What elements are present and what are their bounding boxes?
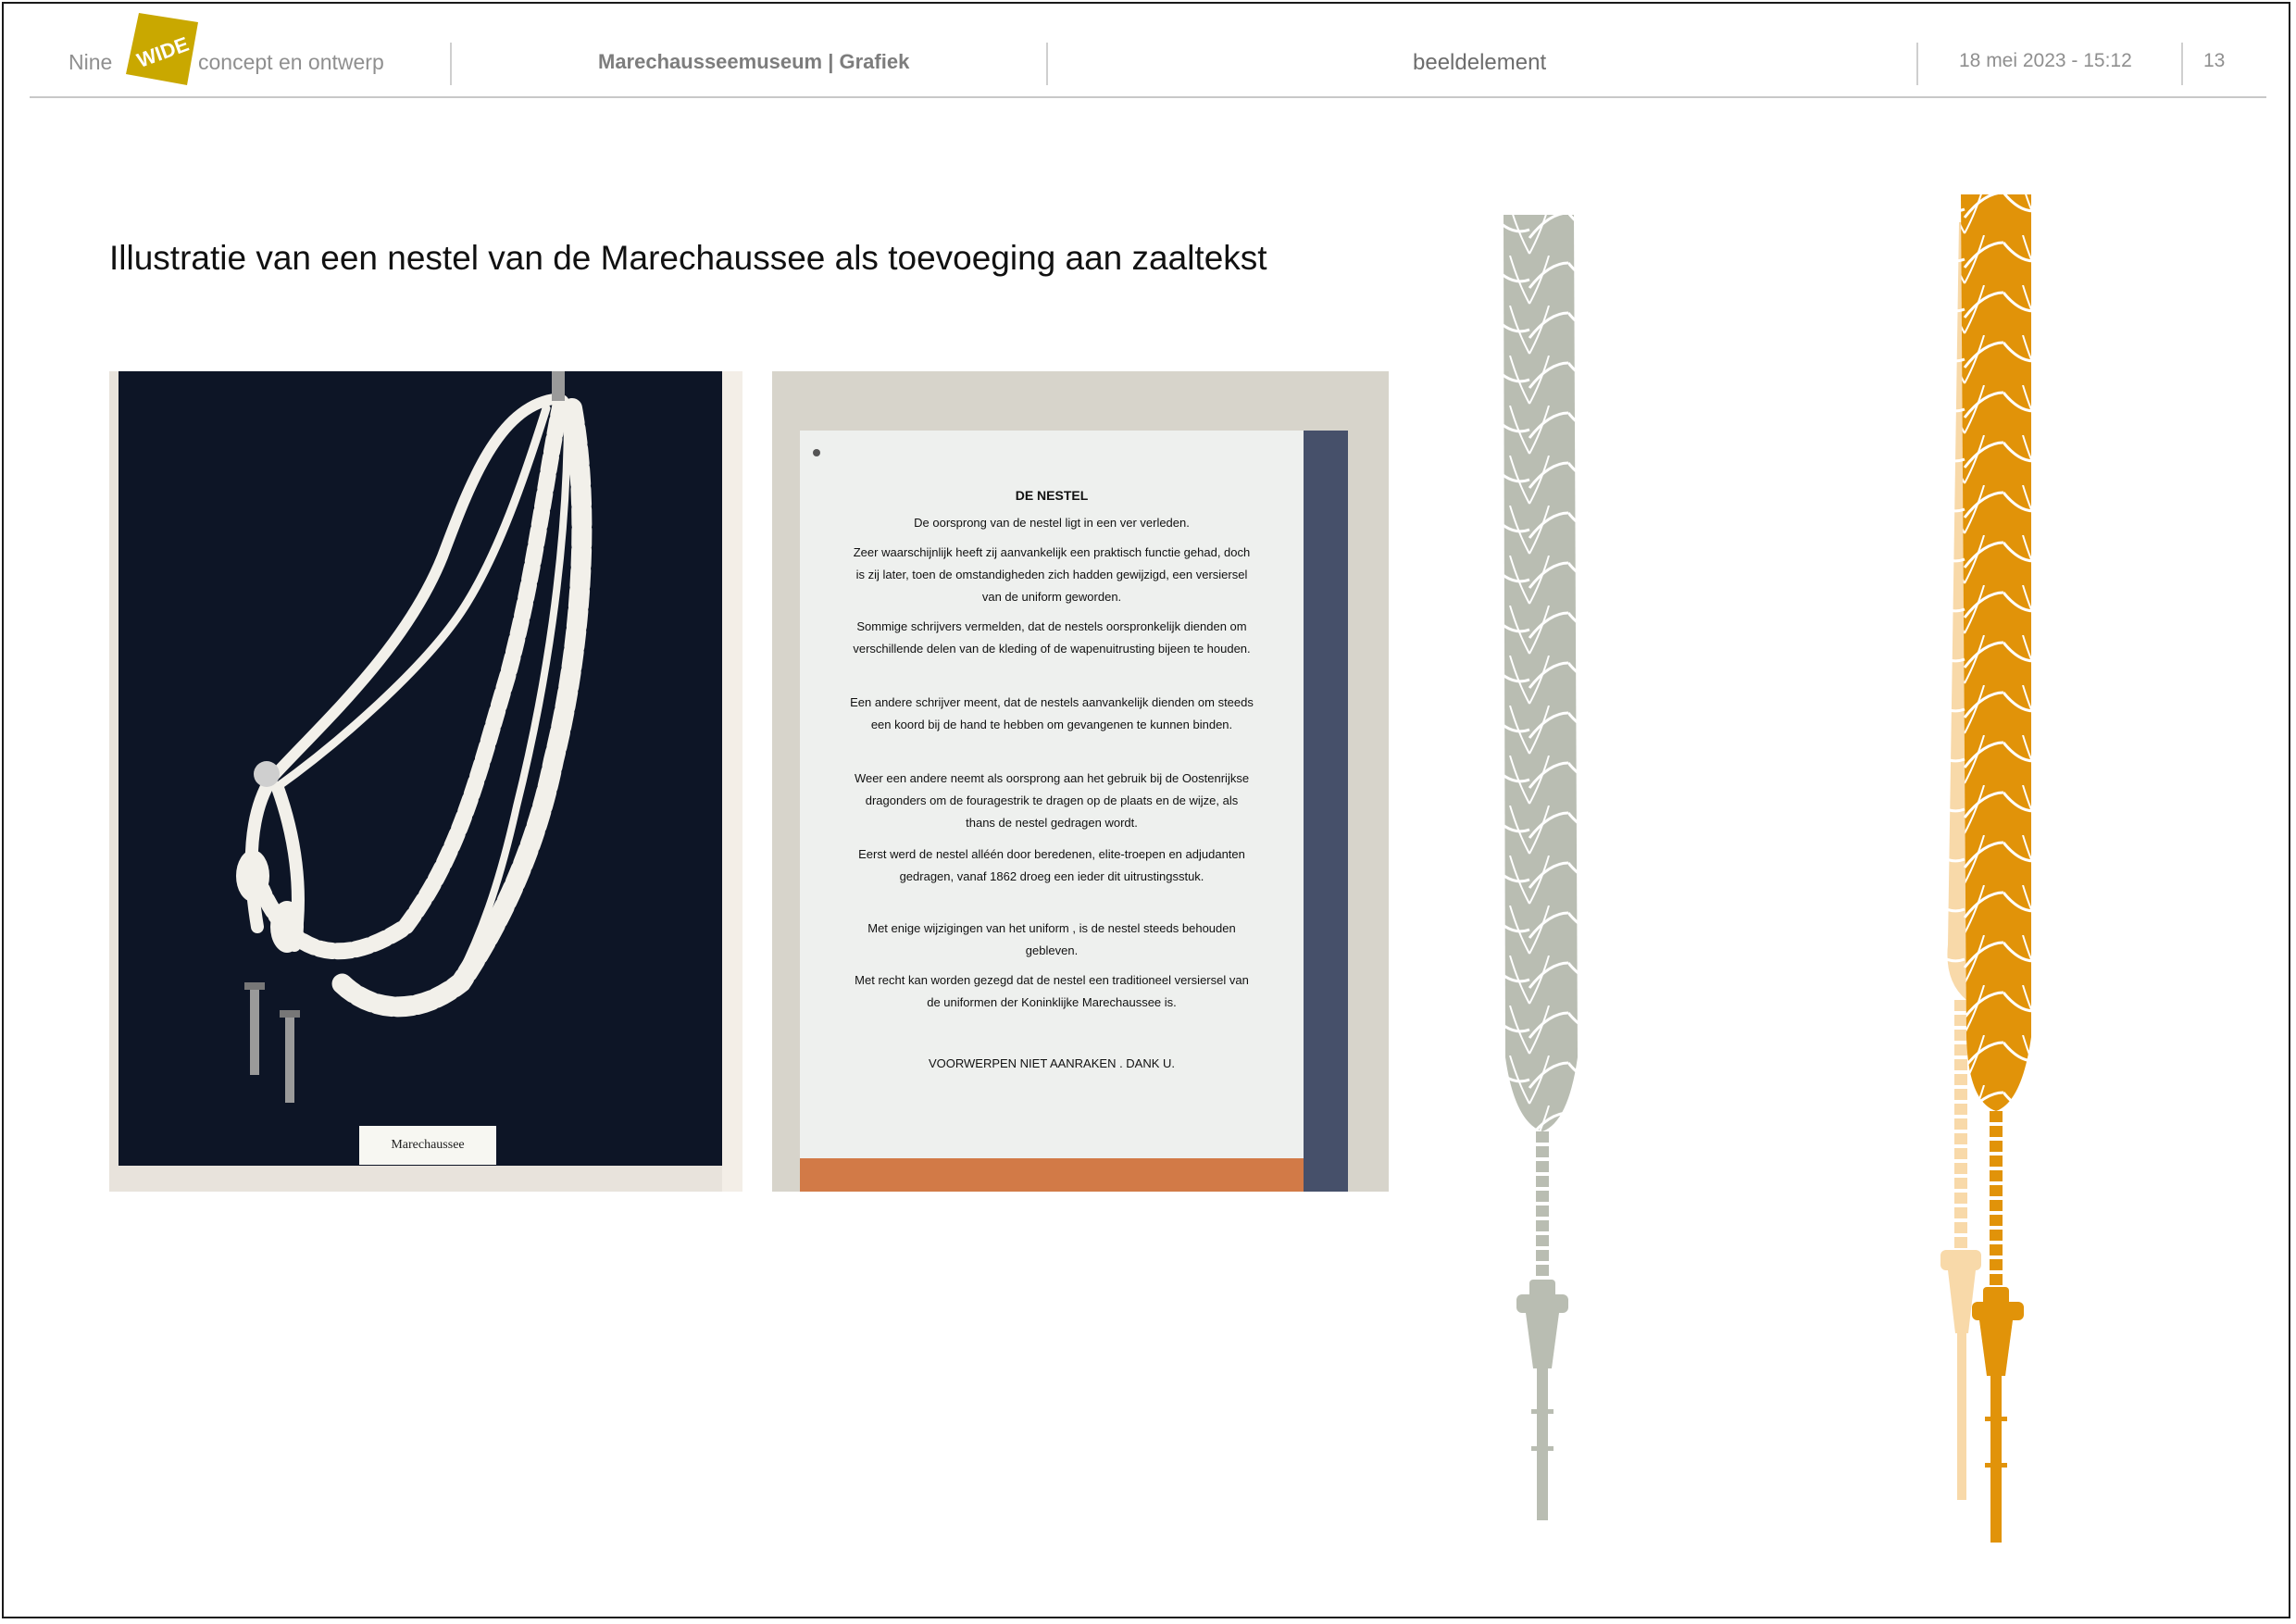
brand-logo-text: WIDE: [133, 31, 193, 72]
sheet-paragraph: Een andere schrijver meent, dat de nestels aanvankelijk dienden om steeds een koord bij de hand te hebben om gevangenen te kunnen binden.: [850, 695, 1254, 731]
page-number: 13: [2203, 50, 2226, 71]
sheet-paragraph: Met recht kan worden gezegd dat de nestel een traditioneel versiersel van de uniformen der Koninklijke Marechaussee is.: [855, 973, 1249, 1009]
blue-strip: [1304, 431, 1348, 1192]
photo-nestel-display: [109, 371, 742, 1192]
nestel-photo-cord: [109, 371, 742, 1192]
header-divider: [450, 43, 452, 85]
date-time: 18 mei 2023 - 15:12: [1959, 50, 2132, 71]
label-card: Marechaussee: [359, 1126, 496, 1165]
sheet-paragraph: Eerst werd de nestel alléén door beredenen, elite-troepen en adjudanten gedragen, vanaf 1862 droeg een ieder dit uitrustingsstuk.: [858, 847, 1245, 883]
header: [30, 31, 2266, 98]
sheet-paragraph: De oorsprong van de nestel ligt in een ver verleden.: [914, 516, 1190, 530]
sheet-heading: DE NESTEL: [1015, 488, 1089, 503]
nestel-illustration-orange: [1926, 185, 2083, 1546]
brand-nine: Nine: [69, 50, 113, 74]
header-divider: [1916, 43, 1918, 85]
pin: [813, 449, 820, 456]
photo-zaaltekst: [772, 371, 1389, 1192]
project-name: Marechausseemuseum | Grafiek: [598, 50, 910, 73]
sheet-paragraph: Weer een andere neemt als oorsprong aan het gebruik bij de Oostenrijkse dragonders om de fouragestrik te dragen op de plaats en de wijze, als thans de nestel gedragen wordt.: [854, 771, 1250, 830]
section-name: beeldelement: [1413, 50, 1547, 75]
sheet-paragraph: Met enige wijzigingen van het uniform , is de nestel steeds behouden gebleven.: [867, 921, 1236, 957]
orange-strip: [800, 1158, 1304, 1192]
brand-tagline: concept en ontwerp: [198, 50, 384, 74]
text-sheet: [800, 431, 1304, 1160]
brand-logo: [126, 13, 198, 85]
sheet-footer: VOORWERPEN NIET AANRAKEN . DANK U.: [928, 1056, 1176, 1070]
header-divider: [1046, 43, 1048, 85]
nestel-illustration-grey: [1491, 206, 1592, 1530]
sheet-paragraph: Sommige schrijvers vermelden, dat de nestels oorspronkelijk dienden om verschillende delen van de kleding of de wapenuitrusting bijeen te houden.: [853, 619, 1251, 656]
page-title: Illustratie van een nestel van de Marechaussee als toevoeging aan zaaltekst: [109, 239, 1267, 277]
header-divider: [2181, 43, 2183, 85]
sheet-paragraph: Zeer waarschijnlijk heeft zij aanvankelijk een praktisch functie gehad, doch is zij later, toen de omstandigheden zich hadden gewijzigd, een versiersel van de uniform geworden.: [853, 545, 1251, 604]
